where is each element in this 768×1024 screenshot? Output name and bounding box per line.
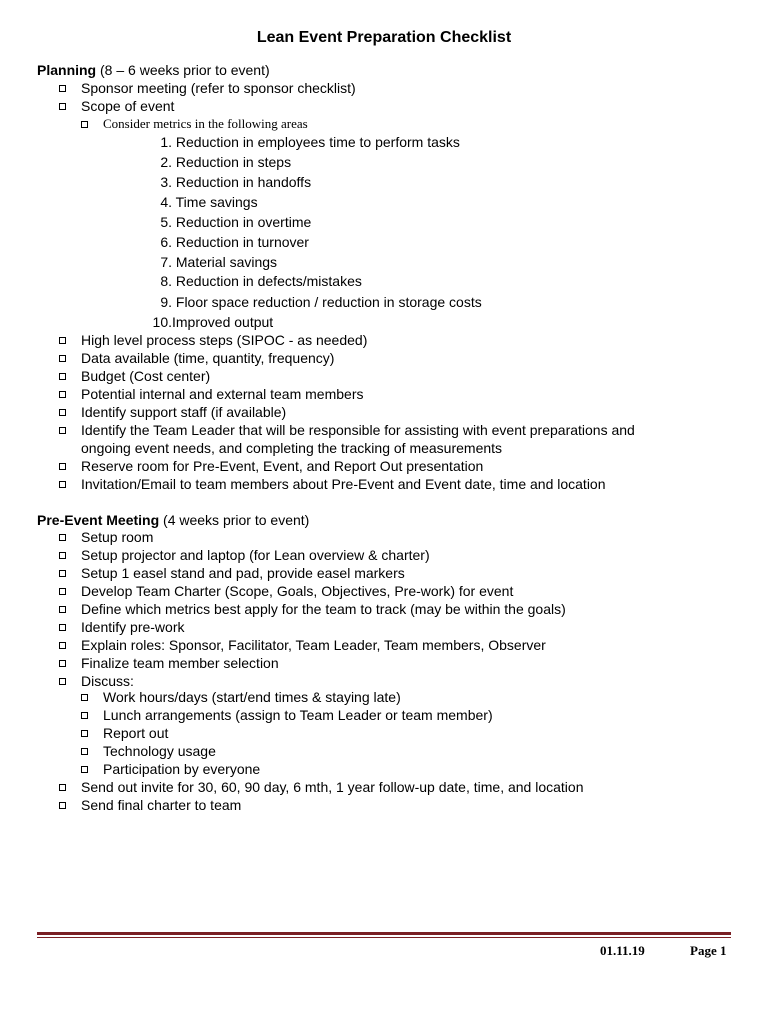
checkbox-icon [59, 409, 66, 416]
checklist-subitem [103, 724, 168, 742]
planning-heading-label: Planning [37, 62, 97, 78]
checkbox-icon [59, 103, 66, 110]
metric-text: Reduction in employees time to perform tasks [175, 134, 460, 150]
checklist-item-text: Budget (Cost center) [81, 368, 211, 384]
metric-text: Material savings [175, 254, 278, 270]
checklist-item-text: Send final charter to team [81, 797, 242, 813]
checklist-item-text: Setup room [81, 529, 154, 545]
checklist-item [81, 582, 513, 600]
checklist-item [81, 331, 367, 349]
metric-number: 7. [160, 254, 172, 270]
footer-rule-thin [37, 937, 731, 938]
metric-item [150, 233, 309, 251]
checklist-item-text: ongoing event needs, and completing the tracking of measurements [81, 440, 503, 456]
checklist-item-text: Define which metrics best apply for the team to track (may be within the goals) [81, 601, 566, 617]
checklist-item-text: Setup projector and laptop (for Lean overview & charter) [81, 547, 430, 563]
checklist-item [81, 475, 606, 493]
checkbox-icon [59, 588, 66, 595]
checkbox-icon [59, 570, 66, 577]
checkbox-icon [59, 463, 66, 470]
checklist-subitem [103, 760, 260, 778]
checklist-item [81, 403, 286, 421]
pre-event-heading [37, 511, 309, 529]
checkbox-icon [81, 748, 88, 755]
checkbox-icon [59, 624, 66, 631]
checklist-item-text: Reserve room for Pre-Event, Event, and Report Out presentation [81, 458, 484, 474]
checklist-item-text: Sponsor meeting (refer to sponsor checklist) [81, 80, 356, 96]
checkbox-icon [81, 694, 88, 701]
checkbox-icon [59, 534, 66, 541]
checklist-item-text: Explain roles: Sponsor, Facilitator, Team Leader, Team members, Observer [81, 637, 546, 653]
checkbox-icon [59, 552, 66, 559]
checklist-subitem [103, 706, 493, 724]
checkbox-icon [59, 373, 66, 380]
checklist-item [81, 654, 279, 672]
checkbox-icon [59, 606, 66, 613]
metric-text: Reduction in steps [175, 154, 292, 170]
checkbox-icon [59, 802, 66, 809]
checklist-item [81, 636, 546, 654]
checklist-item-text: Discuss: [81, 673, 134, 689]
metric-item [150, 313, 273, 331]
checklist-subitem-text: Participation by everyone [103, 761, 261, 777]
metric-text: Time savings [175, 194, 258, 210]
metric-number: 8. [160, 273, 172, 289]
planning-heading [37, 61, 270, 79]
checklist-item-text: Identify the Team Leader that will be responsible for assisting with event preparations and [81, 422, 635, 438]
footer-date: 01.11.19 [600, 943, 645, 958]
checklist-item [81, 528, 153, 546]
checklist-item [81, 97, 174, 115]
checklist-item-text: Send out invite for 30, 60, 90 day, 6 mth, 1 year follow-up date, time, and location [81, 779, 584, 795]
checklist-item-text: Invitation/Email to team members about Pre-Event and Event date, time and location [81, 476, 606, 492]
checklist-subitem [103, 115, 308, 133]
checklist-item [81, 546, 430, 564]
checklist-item [81, 618, 184, 636]
checkbox-icon [59, 85, 66, 92]
checkbox-icon [59, 642, 66, 649]
metric-number: 6. [160, 234, 172, 250]
metric-number: 3. [160, 174, 172, 190]
metric-text: Improved output [172, 314, 274, 330]
checklist-item [81, 600, 566, 618]
checklist-item [81, 385, 363, 403]
checkbox-icon [81, 766, 88, 773]
checkbox-icon [59, 355, 66, 362]
checklist-subitem-text: Report out [103, 725, 169, 741]
metric-text: Floor space reduction / reduction in storage costs [175, 294, 482, 310]
metric-item [150, 213, 311, 231]
checklist-item [81, 778, 583, 796]
checklist-item [81, 457, 483, 475]
metric-item [150, 173, 311, 191]
metric-number: 10. [152, 314, 172, 330]
checkbox-icon [59, 337, 66, 344]
checklist-subitem-text: Lunch arrangements (assign to Team Leader or team member) [103, 707, 493, 723]
checklist-subitem [103, 742, 216, 760]
metric-text: Reduction in handoffs [175, 174, 312, 190]
checklist-item-text: Identify pre-work [81, 619, 185, 635]
checklist-subitem [103, 688, 401, 706]
metric-text: Reduction in defects/mistakes [175, 273, 362, 289]
checkbox-icon [59, 678, 66, 685]
checkbox-icon [81, 712, 88, 719]
checklist-item [81, 367, 210, 385]
metric-text: Reduction in overtime [175, 214, 312, 230]
checklist-item-text: Identify support staff (if available) [81, 404, 287, 420]
checkbox-icon [59, 481, 66, 488]
checklist-item-continuation [81, 439, 502, 457]
checklist-item-text: Finalize team member selection [81, 655, 279, 671]
metric-number: 2. [160, 154, 172, 170]
metric-item [150, 253, 277, 271]
checkbox-icon [81, 121, 88, 128]
pre-event-heading-label: Pre-Event Meeting [37, 512, 160, 528]
footer-page-number: Page 1 [690, 943, 727, 958]
metric-item [150, 272, 362, 290]
metric-item [150, 293, 482, 311]
checklist-subitem-text: Consider metrics in the following areas [103, 116, 308, 131]
checklist-item-text: High level process steps (SIPOC - as needed) [81, 332, 368, 348]
checkbox-icon [81, 730, 88, 737]
checklist-item [81, 564, 405, 582]
checklist-item-text: Develop Team Charter (Scope, Goals, Objectives, Pre-work) for event [81, 583, 514, 599]
metric-item [150, 193, 258, 211]
metric-number: 5. [160, 214, 172, 230]
checklist-item [81, 349, 334, 367]
metric-number: 4. [160, 194, 172, 210]
metric-number: 1. [160, 134, 172, 150]
planning-timing: (8 – 6 weeks prior to event) [100, 62, 270, 78]
checklist-item-text: Potential internal and external team members [81, 386, 364, 402]
metric-item [150, 153, 291, 171]
checklist-item-text: Scope of event [81, 98, 175, 114]
checkbox-icon [59, 427, 66, 434]
checklist-item [81, 796, 241, 814]
checklist-item [81, 79, 356, 97]
metric-item [150, 133, 460, 151]
checklist-item-text: Data available (time, quantity, frequency) [81, 350, 335, 366]
checklist-subitem-text: Work hours/days (start/end times & staying late) [103, 689, 401, 705]
checkbox-icon [59, 391, 66, 398]
checklist-item [81, 421, 635, 439]
checkbox-icon [59, 660, 66, 667]
pre-event-timing: (4 weeks prior to event) [163, 512, 310, 528]
footer-rule-thick [37, 932, 731, 935]
checklist-subitem-text: Technology usage [103, 743, 216, 759]
metric-number: 9. [160, 294, 172, 310]
metric-text: Reduction in turnover [175, 234, 309, 250]
checkbox-icon [59, 784, 66, 791]
document-title: Lean Event Preparation Checklist [256, 29, 512, 46]
checklist-item-text: Setup 1 easel stand and pad, provide easel markers [81, 565, 405, 581]
